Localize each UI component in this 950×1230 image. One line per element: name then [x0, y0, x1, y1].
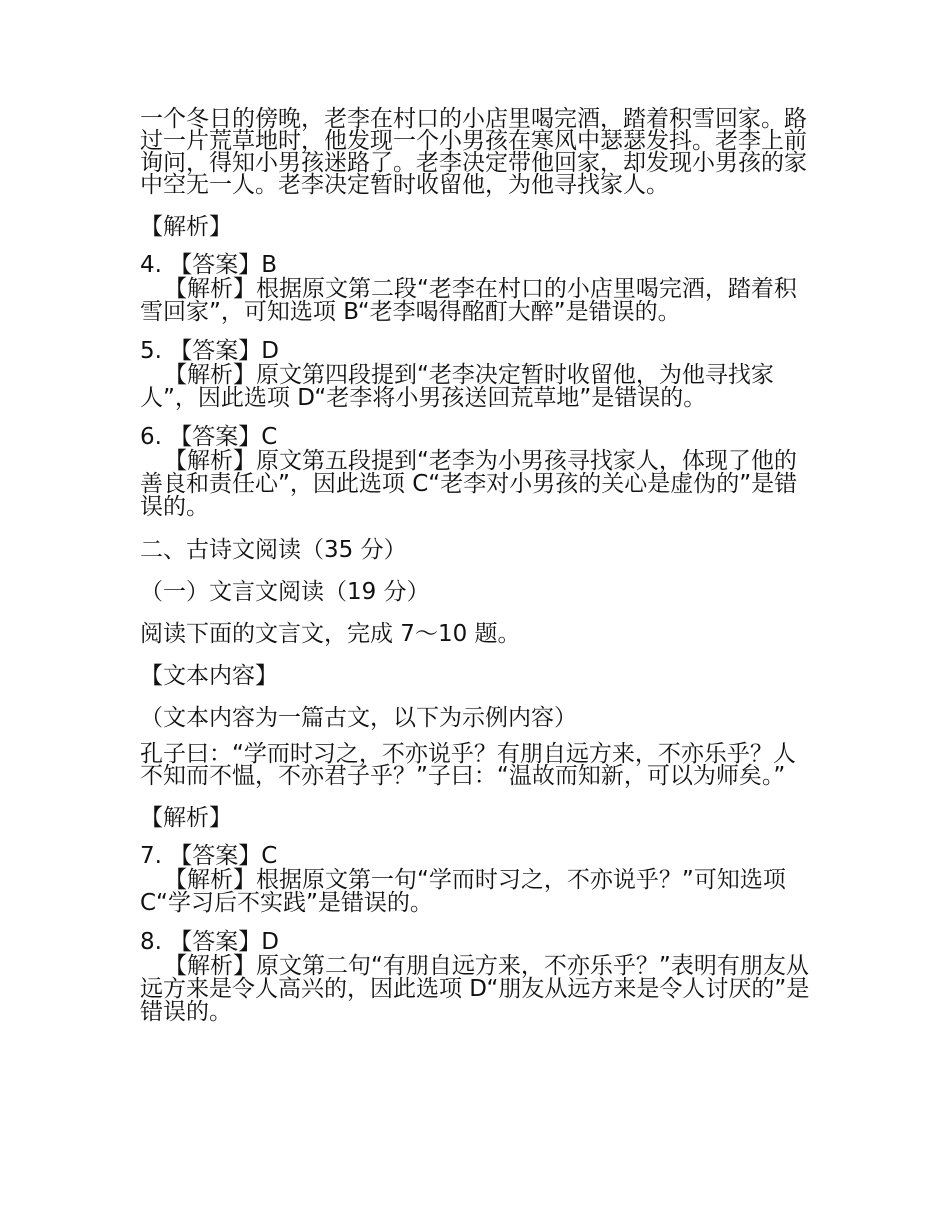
question-5 [140, 338, 812, 410]
question-4 [140, 252, 812, 324]
question-6 [140, 424, 812, 519]
text-header: 【文本内容】 [140, 663, 278, 689]
question-8 [140, 929, 812, 1024]
q7-answer: 7. 【答案】C [140, 843, 278, 869]
q5-answer: 5. 【答案】D [140, 338, 279, 364]
q4-analysis-text: 【解析】根据原文第二段“老李在村口的小店里喝完酒，踏着积雪回家”，可知选项 B“老李喝得酩酊大醉”是错误的。 [140, 276, 797, 325]
q6-analysis [140, 450, 812, 519]
classical-text: 孔子曰：“学而时习之，不亦说乎？有朋自远方来，不亦乐乎？人不知而不愠，不亦君子乎？”子曰：“温故而知新，可以为师矣。” [140, 741, 796, 789]
q5-analysis-text: 【解析】原文第四段提到“老李决定暂时收留他，为他寻找家人”，因此选项 D“老李将小男孩送回荒草地”是错误的。 [140, 362, 774, 411]
analysis-header: 【解析】 [140, 214, 232, 240]
q4-answer: 4. 【答案】B [140, 252, 278, 278]
document-content [140, 108, 812, 1038]
q7-analysis-text: 【解析】根据原文第一句“学而时习之，不亦说乎？”可知选项 C“学习后不实践”是错误的。 [140, 867, 786, 916]
section-2-title: 二、古诗文阅读（35 分） [140, 537, 407, 563]
q8-analysis [140, 955, 812, 1024]
q8-analysis-text: 【解析】原文第二句“有朋自远方来，不亦乐乎？”表明有朋友从远方来是令人高兴的，因此选项 D“朋友从远方来是令人讨厌的”是错误的。 [140, 953, 810, 1025]
question-7 [140, 843, 812, 915]
text-note: （文本内容为一篇古文，以下为示例内容） [140, 705, 577, 731]
q4-analysis [140, 278, 812, 324]
q6-answer: 6. 【答案】C [140, 424, 278, 450]
story-paragraph: 一个冬日的傍晚，老李在村口的小店里喝完酒，踏着积雪回家。路过一片荒草地时，他发现一个小男孩在寒风中瑟瑟发抖。老李上前询问，得知小男孩迷路了。老李决定带他回家，却发现小男孩的家中空无一人。老李决定暂时收留他，为他寻找家人。 [140, 106, 807, 198]
q5-analysis [140, 364, 812, 410]
analysis-header-2: 【解析】 [140, 805, 232, 831]
q6-analysis-text: 【解析】原文第五段提到“老李为小男孩寻找家人，体现了他的善良和责任心”，因此选项 C“老李对小男孩的关心是虚伪的”是错误的。 [140, 448, 798, 520]
instruction: 阅读下面的文言文，完成 7～10 题。 [140, 621, 521, 647]
q7-analysis [140, 869, 812, 915]
subsection-1-title: （一）文言文阅读（19 分） [140, 579, 430, 605]
q8-answer: 8. 【答案】D [140, 929, 279, 955]
